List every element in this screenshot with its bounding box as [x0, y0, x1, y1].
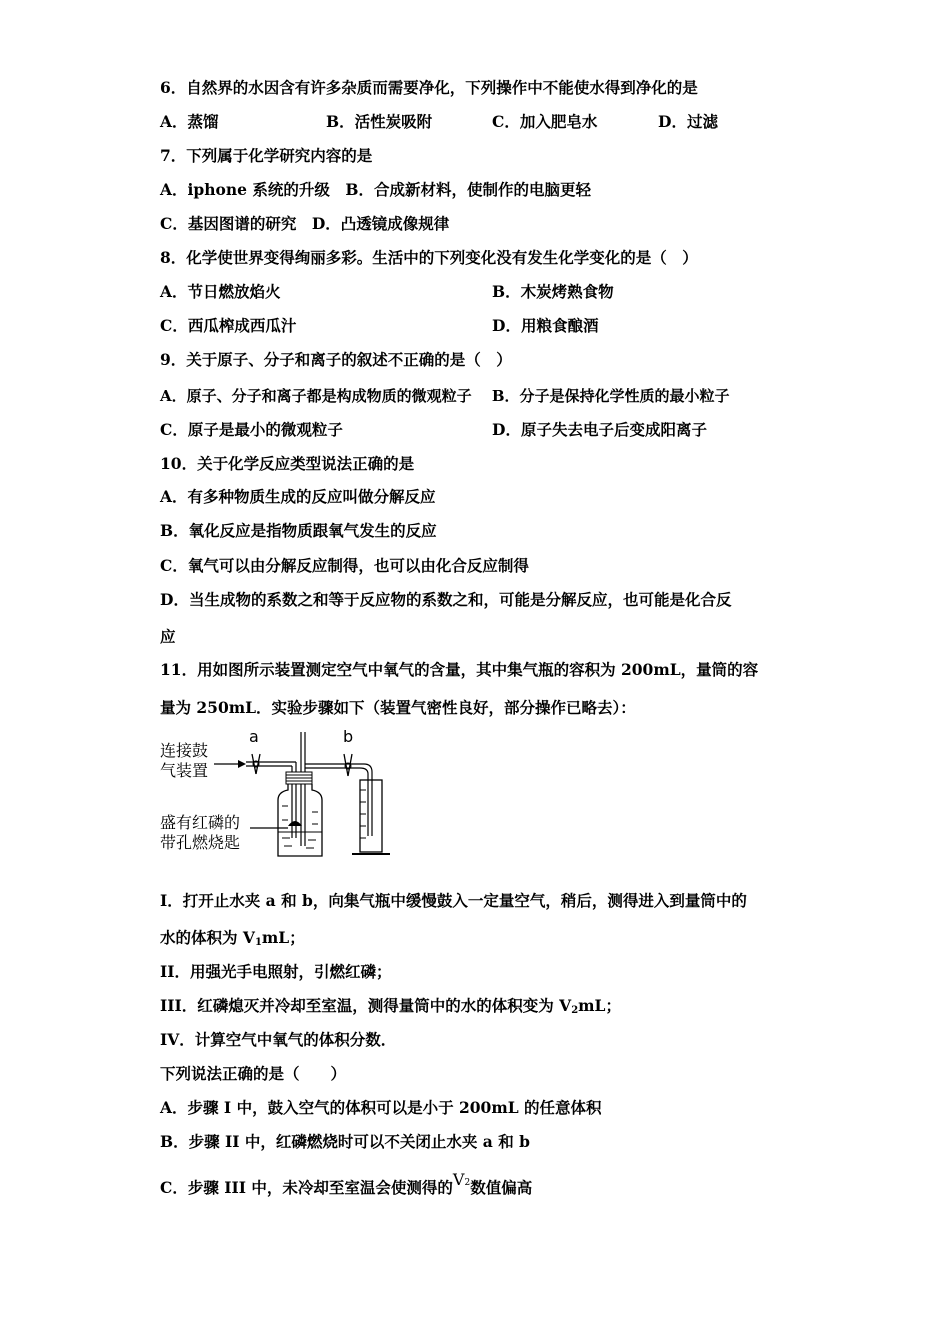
q11-step1-line2	[160, 928, 305, 953]
q11-option-c	[160, 1170, 533, 1201]
q11-step3-post: mL；	[578, 996, 621, 1015]
q11-step3-pre: III．红磷熄灭并冷却至室温，测得量筒中的水的体积变为 V	[160, 996, 572, 1015]
q11-step1-line1: I．打开止水夹 a 和 b，向集气瓶中缓慢鼓入一定量空气，稍后，测得进入到量筒中的	[160, 891, 747, 910]
q10-option-a: A．有多种物质生成的反应叫做分解反应	[160, 487, 436, 506]
gas-bottle	[278, 784, 322, 856]
q11-step1-pre: 水的体积为 V	[160, 928, 255, 947]
q11-ask: 下列说法正确的是（ ）	[160, 1064, 347, 1083]
q7-stem: 7．下列属于化学研究内容的是	[160, 146, 373, 165]
label-b: b	[343, 727, 354, 746]
q7-options-ab: A．iphone 系统的升级 B．合成新材料，使制作的电脑更轻	[160, 180, 591, 199]
q6-stem: 6．自然界的水因含有许多杂质而需要净化，下列操作中不能使水得到净化的是	[160, 78, 698, 97]
q8-option-c: C．西瓜榨成西瓜汁	[160, 316, 297, 335]
q11-option-a: A．步骤 I 中，鼓入空气的体积可以是小于 200mL 的任意体积	[160, 1098, 602, 1117]
q10-option-d-line1: D．当生成物的系数之和等于反应物的系数之和，可能是分解反应，也可能是化合反	[160, 590, 732, 609]
q6-option-b: B．活性炭吸附	[326, 112, 433, 131]
combustion-spoon	[250, 821, 302, 828]
q10-option-c: C．氧气可以由分解反应制得，也可以由化合反应制得	[160, 556, 529, 575]
q6-option-d: D．过滤	[658, 112, 718, 131]
q6-option-c: C．加入肥皂水	[492, 112, 598, 131]
q9-options-ab: A．原子、分子和离子都是构成物质的微观粒子 B．分子是保持化学性质的最小粒子	[160, 387, 730, 405]
q8-option-a: A．节日燃放焰火	[160, 282, 281, 301]
label-spoon-line1: 盛有红磷的	[160, 813, 241, 832]
q8-option-d: D．用粮食酿酒	[492, 316, 599, 335]
q11-option-c-post: 数值偏高	[470, 1178, 533, 1197]
q11-option-c-v-sub: 2	[464, 1178, 471, 1188]
label-pump-line2: 气装置	[160, 761, 209, 780]
q11-step1-sub: 1	[254, 937, 262, 948]
label-spoon-line2: 带孔燃烧匙	[160, 833, 241, 852]
q11-option-c-v: V	[452, 1170, 465, 1189]
q8-option-b: B．木炭烤熟食物	[492, 282, 614, 301]
label-pump-line1: 连接鼓	[160, 741, 209, 760]
q11-step2: II．用强光手电照射，引燃红磷；	[160, 962, 392, 981]
q8-stem: 8．化学使世界变得绚丽多彩。生活中的下列变化没有发生化学变化的是（ ）	[160, 248, 698, 267]
q11-option-c-v2	[453, 1170, 470, 1189]
q7-options-cd: C．基因图谱的研究 D．凸透镜成像规律	[160, 214, 450, 233]
clamp-b	[344, 754, 352, 776]
stopper	[286, 772, 312, 784]
q10-option-d-line2: 应	[160, 627, 176, 646]
q11-step1-post: mL；	[261, 928, 305, 947]
q11-option-c-pre: C．步骤 III 中，未冷却至室温会使测得的	[160, 1178, 453, 1197]
clamp-a	[252, 754, 260, 774]
q11-step3-sub: 2	[571, 1005, 579, 1016]
q11-option-b: B．步骤 II 中，红磷燃烧时可以不关闭止水夹 a 和 b	[160, 1132, 530, 1151]
q6-option-a: A．蒸馏	[160, 112, 219, 131]
measuring-cylinder	[352, 780, 390, 854]
q11-stem-line1: 11．用如图所示装置测定空气中氧气的含量，其中集气瓶的容积为 200mL，量筒的容	[160, 660, 759, 679]
apparatus-figure	[158, 728, 398, 860]
q9-stem: 9．关于原子、分子和离子的叙述不正确的是（ ）	[160, 350, 512, 369]
q9-option-c: C．原子是最小的微观粒子	[160, 420, 343, 439]
q10-stem: 10．关于化学反应类型说法正确的是	[160, 454, 415, 473]
q9-option-d: D．原子失去电子后变成阳离子	[492, 420, 707, 439]
q11-step3	[160, 996, 621, 1021]
q11-stem-line2: 量为 250mL．实验步骤如下（装置气密性良好，部分操作已略去）：	[160, 698, 636, 717]
q11-step4: IV．计算空气中氧气的体积分数．	[160, 1030, 397, 1049]
q10-option-b: B．氧化反应是指物质跟氧气发生的反应	[160, 521, 437, 540]
label-a: a	[249, 727, 259, 746]
